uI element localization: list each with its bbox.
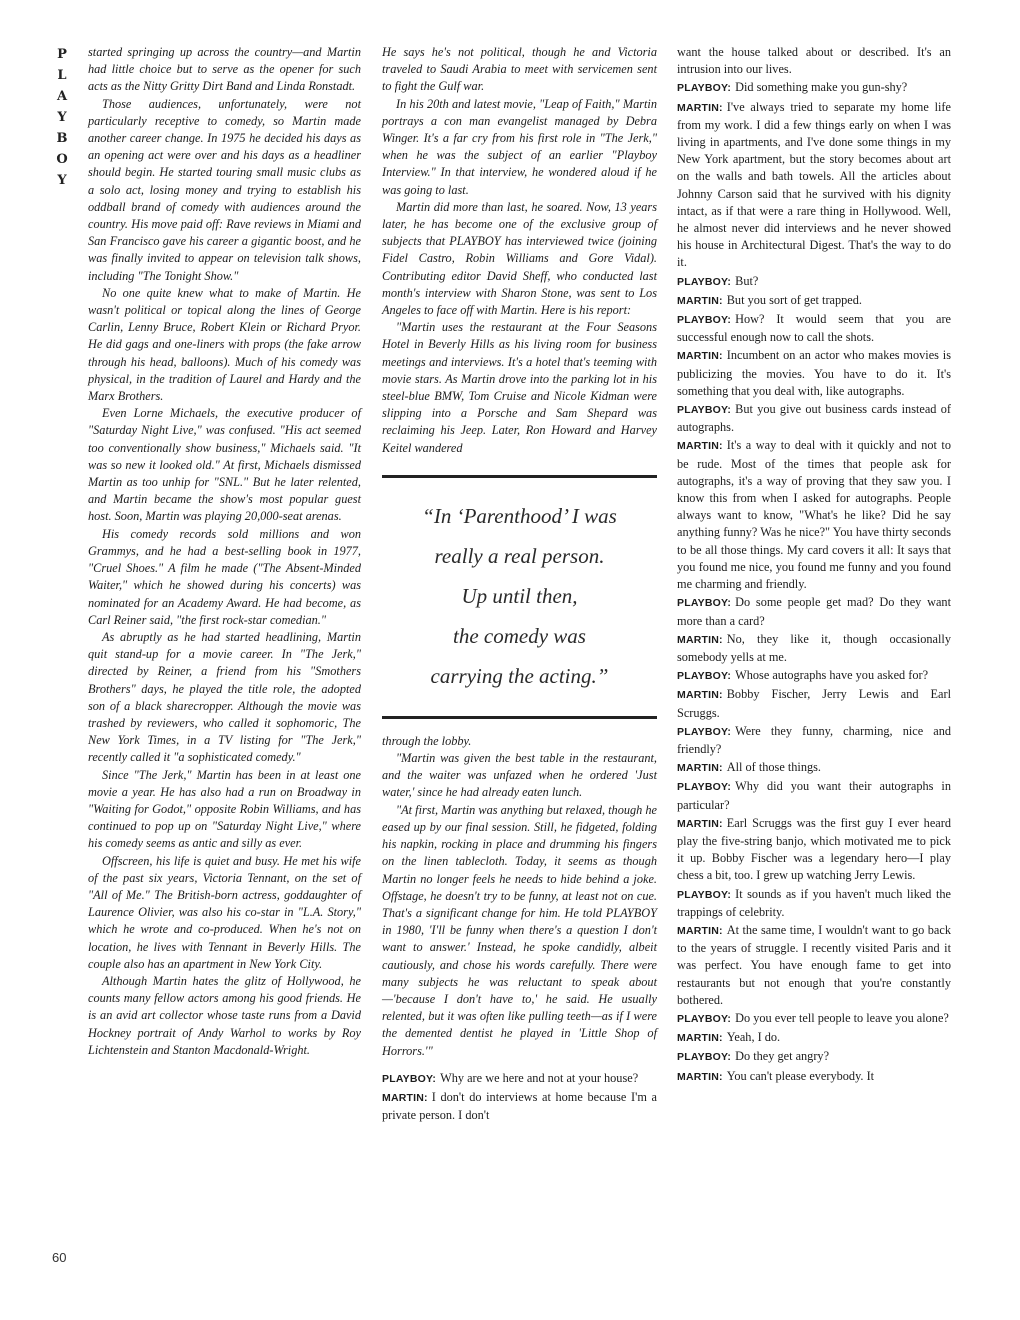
pull-quote-line: carrying the acting.” (430, 663, 609, 688)
paragraph: Martin did more than last, he soared. Now, 13 years later, he has become one of the exclusive group of subjects that PLAYBOY has interviewed twice (joining Fidel Castro, Robin Williams and Gore Vidal). Contributing editor David Sheff, who conducted last month's interview with Sharon Stone, was sent to Los Angeles to face off with Martin. Here is his report: (382, 199, 657, 318)
qa-text: But you sort of get trapped. (726, 292, 862, 307)
qa-entry (382, 1089, 657, 1124)
speaker-label: MARTIN: (677, 817, 723, 830)
speaker-label: PLAYBOY: (677, 597, 732, 610)
qa-entry (677, 922, 951, 1009)
paragraph: Offscreen, his life is quiet and busy. He met his wife of the past six years, Victoria Tennant, on the set of "All of Me." The British-born actress, goddaughter of Laurence Olivier, was also his co-star in "L.A. Story," which he wrote and co-produced. When he's not on location, he lives with Tennant in Beverly Hills. The couple also has an apartment in New York City. (88, 853, 361, 971)
paragraph: Since "The Jerk," Martin has been in at least one movie a year. He has also had a run on Broadway in "Waiting for Godot," opposite Robin Williams, and has continued to pop up on "Saturday Night Live," where his comedy seems as antic and silly as ever. (88, 767, 361, 851)
paragraph: As abruptly as he had started headlining, Martin quit stand-up for a movie career. In "The Jerk," directed by Reiner, a friend from his "Smothers Brothers" days, he played the title role, the adopted son of a black sharecropper. Although the movie was trashed by reviewers, who called it sophomoric, The New York Times, in a TV listing for "The Jerk," recently called it "a sophisticated comedy." (88, 629, 361, 765)
qa-entry (677, 292, 951, 310)
speaker-label: PLAYBOY: (677, 82, 732, 95)
magazine-name-vertical (54, 44, 70, 191)
speaker-label: MARTIN: (382, 1091, 428, 1104)
pull-quote (382, 475, 657, 719)
qa-text: Do you ever tell people to leave you alone? (735, 1010, 949, 1025)
qa-entry (677, 311, 951, 346)
qa-entry (677, 1029, 951, 1047)
qa-entry (677, 1048, 951, 1066)
speaker-label: PLAYBOY: (677, 888, 732, 901)
paragraph: His comedy records sold millions and won Grammys, and he had a best-selling book in 1977, "Cruel Shoes." A film he made ("The Absent-Minded Waiter," which he showed during his concerts) was nominated for an Academy Award. He had become, as Carl Reiner said, "the first rock-star comedian." (88, 526, 361, 627)
qa-text: It sounds as if you haven't much liked the trappings of celebrity. (677, 886, 951, 919)
qa-text: Did something make you gun-shy? (735, 80, 908, 95)
logo-letter: O (56, 152, 68, 167)
qa-entry (677, 759, 951, 777)
qa-text: It's a way to deal with it quickly and not to be rude. Most of the times that people ask for autographs, it's a way of proving that they saw you. I know this from when I asked for autographs. People always want to know, "What's he like? Did he say anything funny? Was he nice?" You have thirty seconds to be all those things. My card covers it all: It says that you found me nice, you found me funny and you found me charming and friendly. (677, 438, 951, 592)
qa-text: How? It would seem that you are successful enough now to call the shots. (677, 312, 951, 345)
qa-text: Do some people get mad? Do they want more than a card? (677, 595, 951, 628)
qa-entry (677, 778, 951, 813)
pull-quote-line: really a real person. (434, 543, 605, 568)
pull-quote-line: “In ‘Parenthood’ I was (422, 503, 617, 528)
qa-text: All of those things. (726, 760, 822, 775)
qa-text: I've always tried to separate my home life from my work. I did a few things early on when I was living in apartments, and I've done some things in my New York apartment, but the story becomes about art on the walls and bath towels. All the articles about Johnny Carson said that he survived with his dignity intact, as if that were a rare thing in Hollywood. Well, he almost never did interviews and he never showed his house in Architectural Digest. That's the way to do it. (677, 99, 951, 270)
qa-entry (677, 631, 951, 666)
speaker-label: PLAYBOY: (677, 670, 732, 683)
qa-entry (677, 594, 951, 629)
paragraph: Even Lorne Michaels, the executive producer of "Saturday Night Live," was confused. "His act seemed too conventionally show business," Michaels said. "It was so new it looked old." At first, Michaels dismissed Martin as too unhip for "SNL." But he later relented, and Martin became the show's most popular guest host. Soon, Martin was playing 20,000-seat arenas. (88, 406, 361, 524)
qa-text: You can't please everybody. It (726, 1068, 875, 1083)
paragraph: "At first, Martin was anything but relaxed, though he eased up by our final session. Still, he fidgeted, folding his napkin, rocking in place and drumming his fingers on the linen tablecloth. Today, it seems as though Martin no longer feels he needs to hide behind a joke. Offstage, he doesn't try to be funny, at least not on cue. That's a significant change for him. He told PLAYBOY in 1980, 'I'll be funny when there's a question I don't want to answer.' Instead, he spoke candidly, albeit cautiously, and chose his words carefully. There were many subjects he was reluctant to speak about—'because I don't have to,' he said. He usually relented, but it was often like pulling teeth—as if I were the demented dentist he played in 'Little Shop of Horrors.'" (382, 802, 657, 1058)
paragraph: "Martin was given the best table in the restaurant, and the waiter was unfazed when he ordered 'Just water,' since he had already eaten lunch. (382, 751, 657, 800)
qa-entry (677, 437, 951, 593)
speaker-label: PLAYBOY: (677, 404, 732, 417)
speaker-label: PLAYBOY: (677, 275, 732, 288)
qa-text: Earl Scruggs was the first guy I ever heard play the five-string banjo, which motivated me to pick it up. Bobby Fischer was a legendary hero—I play chess a bit, too. I grew up watching Jerry Lewis. (677, 815, 951, 883)
qa-text: Incumbent on an actor who makes movies is publicizing the movies. You have to do it. It's something that you deal with, like autographs. (677, 348, 951, 398)
qa-entry (677, 99, 951, 272)
qa-text: I don't do interviews at home because I'm a private person. I don't (382, 1089, 657, 1123)
qa-entry (677, 401, 951, 436)
qa-text: Bobby Fischer, Jerry Lewis and Earl Scruggs. (677, 687, 951, 720)
paragraph: No one quite knew what to make of Martin. He wasn't political or topical along the lines of George Carlin, Lenny Bruce, Robert Klein or Richard Pryor. He did gags and one-liners with props (the fake arrow through his head, balloons). Much of his comedy was physical, in the tradition of Laurel and Hardy and the Marx Brothers. (88, 285, 361, 404)
qa-text: Why are we here and not at your house? (440, 1070, 639, 1085)
speaker-label: PLAYBOY: (677, 1051, 732, 1064)
qa-entry (677, 347, 951, 400)
intro-text-bottom (382, 733, 657, 1060)
column-3 (677, 44, 951, 1087)
logo-letter: Y (57, 173, 67, 188)
qa-entry (677, 723, 951, 758)
speaker-label: PLAYBOY: (677, 781, 732, 794)
column-2 (382, 44, 657, 1125)
logo-letter: P (57, 47, 67, 62)
paragraph: started springing up across the country—and Martin had little choice but to serve as the opener for such acts as the Nitty Gritty Dirt Band and Linda Ronstadt. (88, 45, 361, 94)
interview-qa-list (677, 79, 951, 1085)
intro-text-top (382, 44, 657, 457)
qa-entry (677, 1068, 951, 1086)
paragraph: "Martin uses the restaurant at the Four Seasons Hotel in Beverly Hills as his living room for business meetings and interviews. It's a hotel that's teeming with movie stars. As Martin drove into the parking lot in his steel-blue BMW, Tom Cruise and Nicole Kidman were slipping into a Porsche and Sam Shepard was reclaiming his Jeep. Later, Ron Howard and Harvey Keitel wandered (382, 320, 657, 455)
speaker-label: MARTIN: (677, 350, 723, 363)
pull-quote-line: the comedy was (453, 623, 586, 648)
logo-letter: B (56, 131, 68, 146)
speaker-label: MARTIN: (677, 762, 723, 775)
qa-entry (677, 667, 951, 685)
paragraph: He says he's not political, though he and Victoria traveled to Saudi Arabia to meet with servicemen sent to fight the Gulf war. (382, 45, 657, 94)
qa-text: At the same time, I wouldn't want to go back to the years of struggle. I recently visited Paris and it was perfect. You have enough fame to get into restaurants but not enough that you're constantly bothered. (677, 922, 951, 1007)
speaker-label: MARTIN: (677, 633, 723, 646)
logo-letter: L (57, 68, 67, 83)
qa-entry (677, 1010, 951, 1028)
qa-entry (677, 79, 951, 97)
paragraph: through the lobby. (382, 733, 472, 748)
qa-entry (677, 886, 951, 921)
speaker-label: PLAYBOY: (677, 1012, 732, 1025)
qa-entry (677, 815, 951, 885)
page-number: 60 (52, 1250, 67, 1265)
qa-text: No, they like it, though occasionally somebody yells at me. (677, 631, 951, 664)
continued-text: want the house talked about or described. It's an intrusion into our lives. (677, 45, 951, 77)
speaker-label: MARTIN: (677, 294, 723, 307)
speaker-label: PLAYBOY: (677, 314, 732, 327)
qa-text: But? (735, 273, 759, 288)
qa-entry (677, 273, 951, 291)
qa-text: Were they funny, charming, nice and friendly? (677, 723, 951, 756)
qa-entry (382, 1070, 657, 1088)
speaker-label: MARTIN: (677, 689, 723, 702)
paragraph: In his 20th and latest movie, "Leap of Faith," Martin portrays a con man evangelist managed by Debra Winger. It's a far cry from his first role in "The Jerk," when he was the subject of an earlier "Playboy Interview." In that interview, he wondered aloud if he was going to last. (382, 96, 657, 197)
qa-text: Whose autographs have you asked for? (735, 668, 929, 683)
pull-quote-line: Up until then, (461, 583, 578, 608)
qa-text: Do they get angry? (735, 1049, 830, 1064)
speaker-label: MARTIN: (677, 1070, 723, 1083)
speaker-label: PLAYBOY: (382, 1072, 437, 1085)
qa-text: But you give out business cards instead of autographs. (677, 402, 951, 435)
column-1 (88, 44, 361, 1059)
paragraph: Those audiences, unfortunately, were not particularly receptive to comedy, so Martin made another career change. In 1975 he decided his days as an opening act were over and his days as a headliner should begin. He started touring small music clubs as a solo act, losing money and trying to establish his oddball brand of comedy with audiences around the country. His move paid off: Rave reviews in Miami and San Francisco gave his career a gigantic boost, and he was finally invited to appear on television talk shows, including "The Tonight Show." (88, 96, 361, 283)
qa-text: Why did you want their autographs in particular? (677, 779, 951, 812)
speaker-label: PLAYBOY: (677, 725, 732, 738)
qa-entry (677, 686, 951, 721)
logo-letter: Y (57, 110, 67, 125)
speaker-label: MARTIN: (677, 440, 723, 453)
speaker-label: MARTIN: (677, 924, 723, 937)
qa-text: Yeah, I do. (726, 1030, 781, 1045)
speaker-label: MARTIN: (677, 1032, 723, 1045)
logo-letter: A (56, 89, 68, 104)
interview-start (382, 1070, 657, 1125)
speaker-label: MARTIN: (677, 101, 723, 114)
paragraph: Although Martin hates the glitz of Hollywood, he counts many fellow actors among his good friends. He is an avid art collector whose taste runs from a David Hockney portrait of Andy Warhol to works by Roy Lichtenstein and Stanton Macdonald-Wright. (88, 973, 361, 1057)
